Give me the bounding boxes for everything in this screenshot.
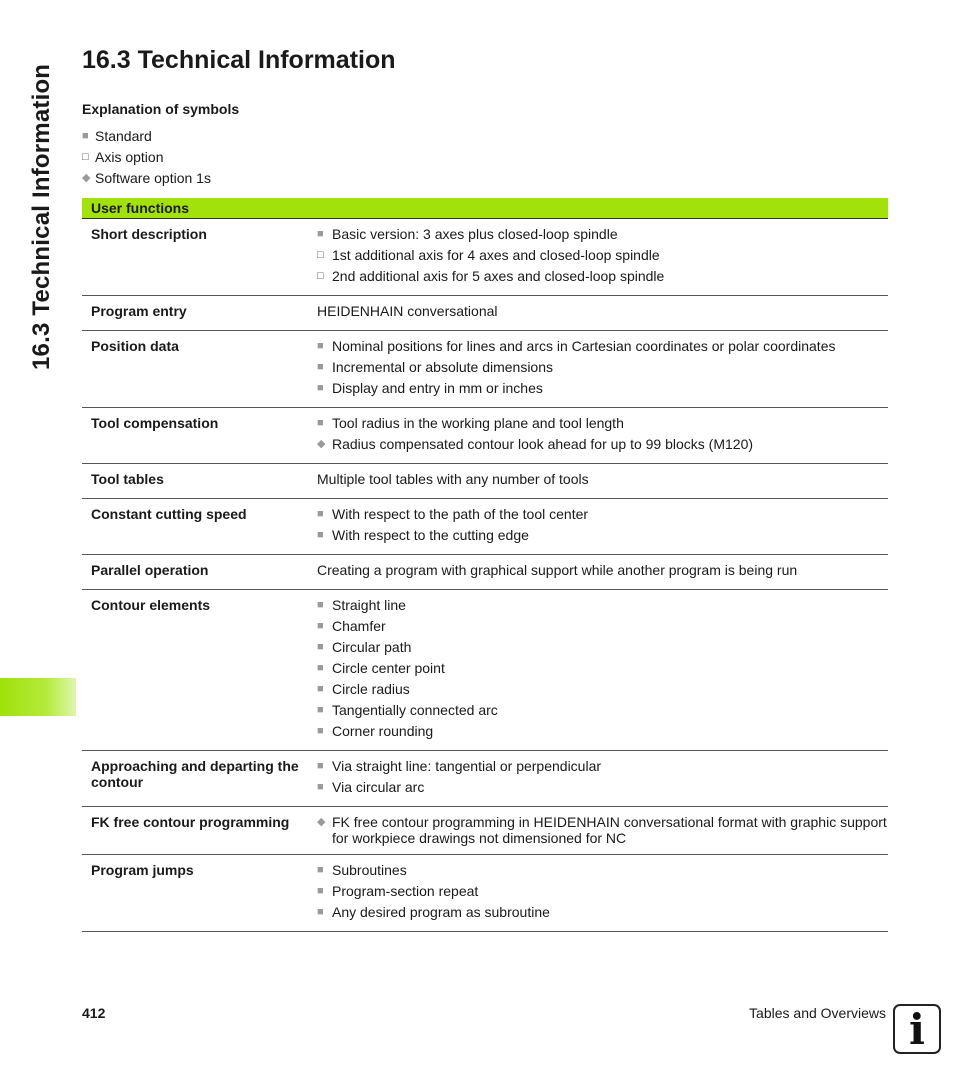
chapter-tab-marker	[0, 678, 76, 716]
feature-item	[317, 224, 888, 245]
feature-item	[317, 413, 888, 434]
standard-bullet-icon: ■	[317, 508, 324, 520]
legend-item-label: Standard	[95, 128, 152, 144]
standard-bullet-icon: ■	[317, 599, 324, 611]
explanation-heading: Explanation of symbols	[82, 101, 240, 117]
row-label-cell	[82, 590, 317, 751]
feature-item-text: Incremental or absolute dimensions	[332, 359, 554, 375]
standard-bullet-icon: ■	[317, 529, 324, 541]
feature-item	[317, 679, 888, 700]
software-option-bullet-icon: ◆	[317, 438, 326, 450]
standard-bullet-icon: ■	[317, 760, 324, 772]
row-label: Short description	[91, 226, 207, 242]
feature-item-text: FK free contour programming in HEIDENHAIN conversational format with graphic support for workpiece drawings not dimensioned for NC	[332, 814, 887, 846]
info-icon: i	[893, 1004, 941, 1054]
feature-item-text: Tool radius in the working plane and tool length	[332, 415, 624, 431]
feature-item-text: Circle radius	[332, 681, 410, 697]
feature-item	[317, 756, 888, 777]
row-value-cell	[317, 807, 888, 855]
row-label: Position data	[91, 338, 179, 354]
row-value-cell	[317, 590, 888, 751]
feature-item	[317, 245, 888, 266]
feature-item	[317, 860, 888, 881]
feature-item-text: Corner rounding	[332, 723, 434, 739]
standard-bullet-icon: ■	[317, 704, 324, 716]
table-body	[82, 219, 888, 932]
row-label-cell	[82, 331, 317, 408]
table-row	[82, 855, 888, 932]
standard-bullet-icon: ■	[317, 620, 324, 632]
row-value-cell	[317, 408, 888, 464]
feature-item-text: Circular path	[332, 639, 412, 655]
standard-bullet-icon: ■	[317, 662, 324, 674]
page-number: 412	[82, 1005, 106, 1021]
row-label-cell	[82, 751, 317, 807]
feature-item	[317, 881, 888, 902]
feature-item-text: Straight line	[332, 597, 406, 613]
feature-text: Creating a program with graphical support while another program is being run	[317, 562, 798, 578]
feature-item	[317, 595, 888, 616]
feature-item-text: Via circular arc	[332, 779, 425, 795]
row-label: Tool tables	[91, 471, 164, 487]
row-label: Contour elements	[91, 597, 211, 613]
feature-item	[317, 616, 888, 637]
feature-item	[317, 266, 888, 287]
feature-item	[317, 378, 888, 399]
legend-item	[82, 168, 211, 189]
standard-bullet-icon: ■	[317, 417, 324, 429]
row-label: Tool compensation	[91, 415, 219, 431]
row-label: FK free contour programming	[91, 814, 290, 830]
row-label: Program entry	[91, 303, 187, 319]
row-label-cell	[82, 464, 317, 499]
table-row	[82, 590, 888, 751]
table-row	[82, 807, 888, 855]
table-row	[82, 408, 888, 464]
row-value-cell	[317, 219, 888, 296]
section-name: Tables and Overviews	[749, 1005, 886, 1021]
table-row	[82, 219, 888, 296]
feature-item-text: Radius compensated contour look ahead for up to 99 blocks (M120)	[332, 436, 754, 452]
table-header: User functions	[82, 198, 888, 219]
feature-item-text: Display and entry in mm or inches	[332, 380, 543, 396]
feature-item-text: Circle center point	[332, 660, 445, 676]
legend-item-label: Software option 1s	[95, 170, 211, 186]
standard-bullet-icon: ■	[317, 641, 324, 653]
row-label: Parallel operation	[91, 562, 209, 578]
row-label-cell	[82, 219, 317, 296]
standard-bullet-icon: ■	[317, 781, 324, 793]
legend-item	[82, 126, 211, 147]
table-header-row	[82, 198, 888, 219]
table-row	[82, 751, 888, 807]
feature-item	[317, 658, 888, 679]
feature-item	[317, 812, 888, 846]
legend-item-label: Axis option	[95, 149, 164, 165]
standard-bullet-icon: ■	[317, 864, 324, 876]
feature-item	[317, 504, 888, 525]
feature-item-text: Nominal positions for lines and arcs in Cartesian coordinates or polar coordinates	[332, 338, 836, 354]
side-chapter-title	[22, 50, 62, 380]
feature-item	[317, 336, 888, 357]
axis-option-bullet-icon: □	[82, 151, 89, 163]
table-row	[82, 555, 888, 590]
feature-item	[317, 700, 888, 721]
row-value-cell	[317, 751, 888, 807]
feature-item-text: Chamfer	[332, 618, 386, 634]
feature-item	[317, 357, 888, 378]
standard-bullet-icon: ■	[82, 130, 89, 142]
feature-item-text: 1st additional axis for 4 axes and closed-loop spindle	[332, 247, 660, 263]
row-label-cell	[82, 408, 317, 464]
row-value-cell	[317, 296, 888, 331]
row-value-cell	[317, 331, 888, 408]
feature-item	[317, 434, 888, 455]
standard-bullet-icon: ■	[317, 885, 324, 897]
feature-item	[317, 777, 888, 798]
feature-item	[317, 525, 888, 546]
row-label: Program jumps	[91, 862, 194, 878]
row-label-cell	[82, 555, 317, 590]
feature-item-text: Subroutines	[332, 862, 407, 878]
row-label-cell	[82, 296, 317, 331]
feature-item	[317, 902, 888, 923]
row-label-cell	[82, 807, 317, 855]
table-row	[82, 296, 888, 331]
row-value-cell	[317, 855, 888, 932]
table-row	[82, 331, 888, 408]
feature-item-text: Any desired program as subroutine	[332, 904, 550, 920]
row-value-cell	[317, 499, 888, 555]
standard-bullet-icon: ■	[317, 906, 324, 918]
table-row	[82, 464, 888, 499]
standard-bullet-icon: ■	[317, 683, 324, 695]
axis-option-bullet-icon: □	[317, 270, 324, 282]
row-label-cell	[82, 499, 317, 555]
side-chapter-title-text: 16.3 Technical Information	[28, 63, 55, 370]
feature-item-text: With respect to the path of the tool center	[332, 506, 589, 522]
legend-item	[82, 147, 211, 168]
feature-item-text: With respect to the cutting edge	[332, 527, 529, 543]
feature-item	[317, 721, 888, 742]
row-value-cell	[317, 464, 888, 499]
axis-option-bullet-icon: □	[317, 249, 324, 261]
feature-item-text: Tangentially connected arc	[332, 702, 498, 718]
feature-text: HEIDENHAIN conversational	[317, 303, 498, 319]
table-row	[82, 499, 888, 555]
standard-bullet-icon: ■	[317, 228, 324, 240]
row-label: Constant cutting speed	[91, 506, 247, 522]
standard-bullet-icon: ■	[317, 725, 324, 737]
feature-item-text: Via straight line: tangential or perpendicular	[332, 758, 602, 774]
row-value-cell	[317, 555, 888, 590]
standard-bullet-icon: ■	[317, 382, 324, 394]
standard-bullet-icon: ■	[317, 340, 324, 352]
feature-item	[317, 637, 888, 658]
feature-item-text: Program-section repeat	[332, 883, 479, 899]
page-title: 16.3 Technical Information	[82, 46, 396, 74]
standard-bullet-icon: ■	[317, 361, 324, 373]
row-label: Approaching and departing the contour	[91, 758, 299, 790]
feature-item-text: 2nd additional axis for 5 axes and closed-loop spindle	[332, 268, 665, 284]
row-label-cell	[82, 855, 317, 932]
symbol-legend	[82, 126, 211, 189]
software-option-bullet-icon: ◆	[317, 816, 326, 828]
feature-text: Multiple tool tables with any number of tools	[317, 471, 589, 487]
software-option-bullet-icon: ◆	[82, 172, 91, 184]
feature-item-text: Basic version: 3 axes plus closed-loop spindle	[332, 226, 618, 242]
user-functions-table	[82, 198, 888, 932]
